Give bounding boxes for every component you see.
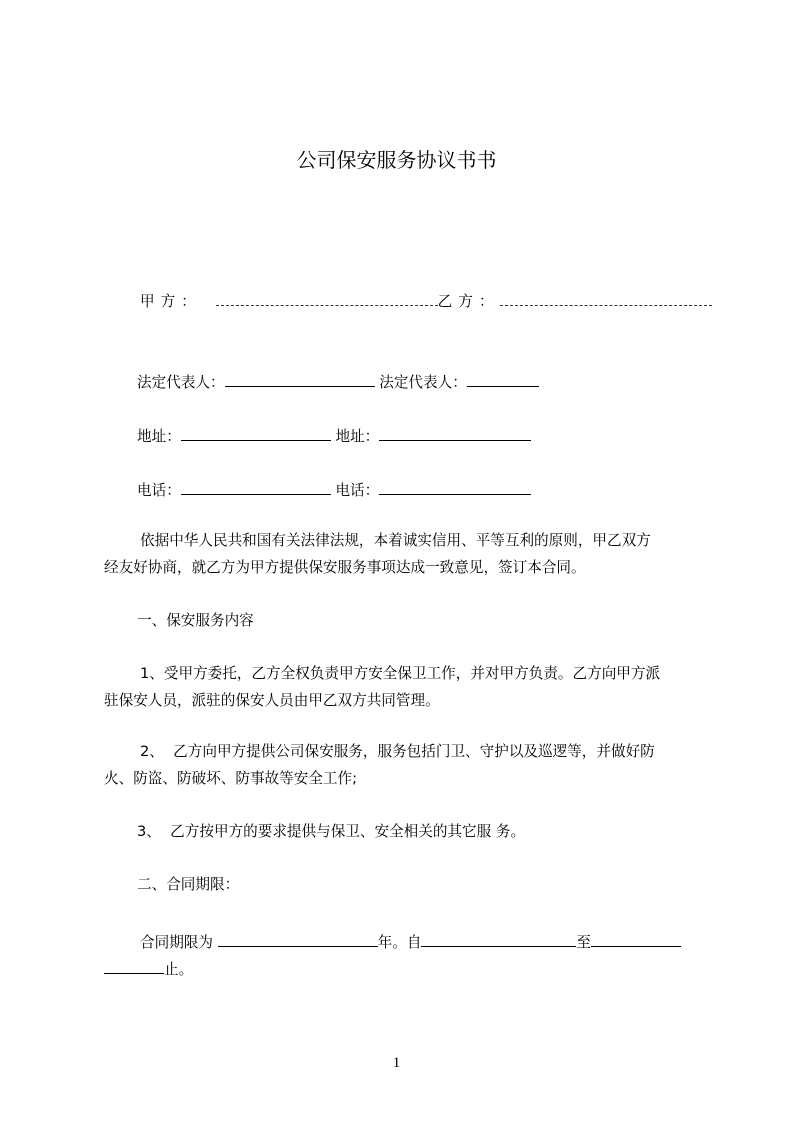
party-b-label: 乙方： bbox=[437, 293, 500, 310]
section1-item2-line2: 火、防盗、防破坏、防事故等安全工作; bbox=[104, 770, 358, 787]
term-prefix: 合同期限为 bbox=[140, 934, 213, 951]
section1-item1-line2: 驻保安人员，派驻的保安人员由甲乙双方共同管理。 bbox=[104, 692, 440, 709]
term-years-blank[interactable] bbox=[218, 932, 378, 947]
page-number: 1 bbox=[392, 1055, 401, 1071]
intro-line-1: 依据中华人民共和国有关法律法规，本着诚实信用、平等互利的原则，甲乙双方 bbox=[140, 532, 651, 549]
phone-line bbox=[137, 480, 531, 500]
address-b-label: 地址： bbox=[335, 428, 380, 445]
term-year-text: 年。自 bbox=[377, 934, 422, 951]
term-end-text: 止。 bbox=[164, 961, 194, 978]
term-end-blank-cont[interactable] bbox=[104, 959, 164, 974]
phone-b-label: 电话： bbox=[335, 482, 380, 499]
section2-heading: 二、合同期限： bbox=[137, 876, 240, 893]
term-start-blank[interactable] bbox=[421, 932, 576, 947]
phone-a-label: 电话： bbox=[137, 482, 181, 499]
address-line bbox=[137, 426, 531, 446]
rep-b-blank[interactable] bbox=[467, 372, 539, 387]
rep-a-label: 法定代表人： bbox=[137, 374, 225, 391]
address-b-blank[interactable] bbox=[379, 426, 531, 441]
address-a-blank[interactable] bbox=[181, 426, 331, 441]
rep-b-label: 法定代表人： bbox=[379, 374, 467, 391]
intro-line-2: 经友好协商，就乙方为甲方提供保安服务事项达成一致意见，签订本合同。 bbox=[104, 559, 586, 576]
party-b-blank[interactable] bbox=[500, 293, 712, 306]
party-a-blank[interactable] bbox=[216, 293, 438, 306]
section1-item1-line1: 1、受甲方委托，乙方全权负责甲方安全保卫工作，并对甲方负责。乙方向甲方派 bbox=[140, 665, 661, 682]
term-to-text: 至 bbox=[576, 934, 592, 951]
document-title: 公司保安服务协议书书 bbox=[296, 148, 497, 172]
term-line-2 bbox=[104, 959, 193, 979]
section1-item2-line1: 2、 乙方向甲方提供公司保安服务，服务包括门卫、守护以及巡逻等，并做好防 bbox=[140, 743, 655, 760]
party-a-label: 甲方： bbox=[140, 293, 202, 310]
section1-heading: 一、保安服务内容 bbox=[137, 612, 254, 629]
term-end-blank[interactable] bbox=[591, 932, 681, 947]
representative-line bbox=[137, 372, 539, 392]
party-line bbox=[140, 293, 712, 311]
term-line-1 bbox=[140, 932, 681, 952]
rep-a-blank[interactable] bbox=[225, 372, 375, 387]
phone-a-blank[interactable] bbox=[181, 480, 331, 495]
address-a-label: 地址： bbox=[137, 428, 181, 445]
phone-b-blank[interactable] bbox=[379, 480, 531, 495]
section1-item3: 3、 乙方按甲方的要求提供与保卫、安全相关的其它服 务。 bbox=[137, 823, 526, 840]
